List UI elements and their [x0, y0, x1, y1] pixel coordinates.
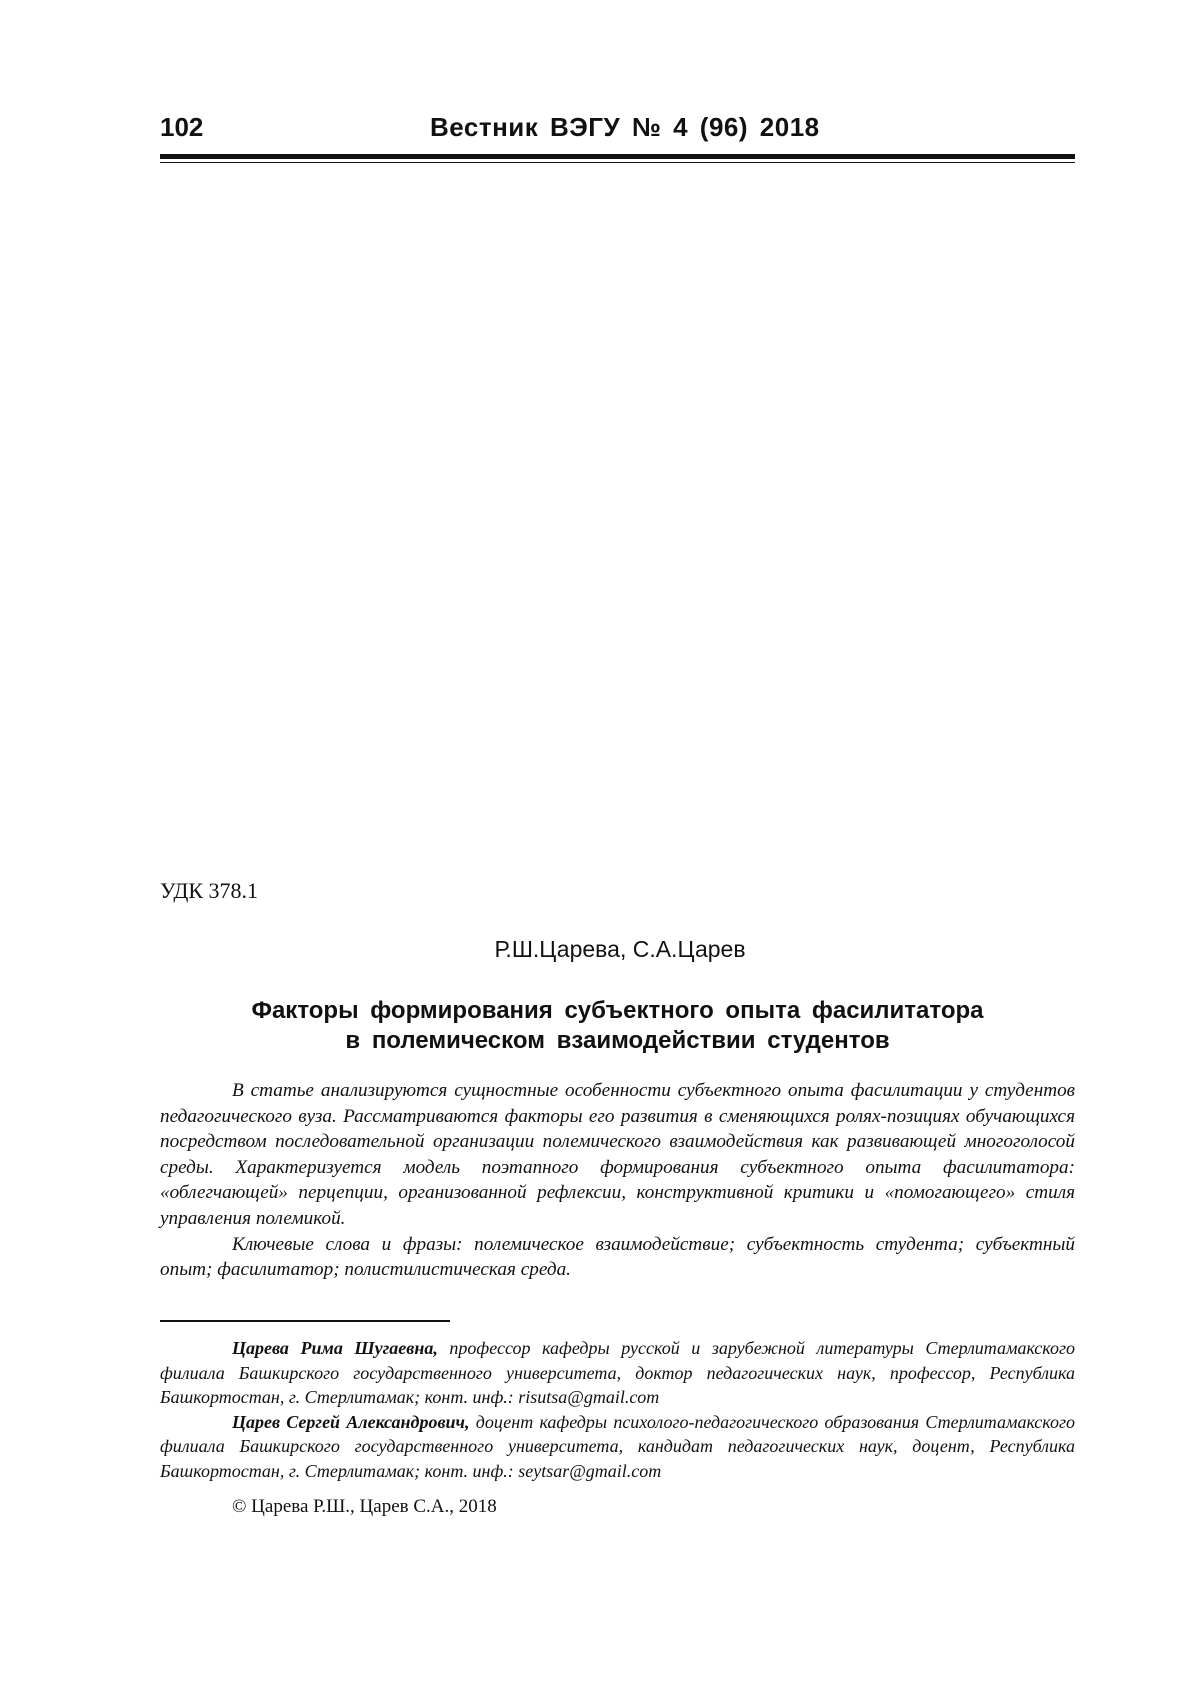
page-number: 102: [160, 112, 204, 142]
article-title-line-2: в полемическом взаимодействии студентов: [345, 1027, 890, 1054]
footnote-author-1: [160, 1336, 1075, 1410]
footnote-author-1-name: Царева Рима Шугаевна,: [232, 1338, 438, 1358]
abstract: [160, 1078, 1075, 1283]
header-rule-thin: [160, 162, 1075, 163]
keywords: Ключевые слова и фразы: полемическое взаимодействие; субъектность студента; субъектный опыт; фасилитатор; полистилистическая среда.: [160, 1233, 1075, 1281]
udk-code: УДК 378.1: [160, 878, 259, 903]
footnote-author-2-name: Царев Сергей Александрович,: [232, 1411, 470, 1432]
running-header: [160, 112, 1075, 144]
footnote-author-2-text: доцент кафедры психолого-педагогического образования Стерлитамакского филиала Башкирского государственного университета, кандидат педагогических наук, доцент, Республика Башкортостан, г. Стерлитамак; конт. инф.: seytsar@gmail.com: [160, 1411, 1075, 1481]
copyright-notice: © Царева Р.Ш., Царев С.А., 2018: [232, 1496, 497, 1517]
article-title: [160, 996, 1075, 1056]
abstract-text: В статье анализируются сущностные особенности субъектного опыта фасилитации у студентов педагогического вуза. Рассматриваются факторы его развития в сменяющихся ролях-позициях обучающихся посредством последовательной организации полемического взаимодействия как развивающей многоголосой среды. Характеризуется модель поэтапного формирования субъектного опыта фасилитатора: «облегчающей» перцепции, организованной рефлексии, конструктивной критики и «помогающего» стиля управления полемикой.: [160, 1080, 1075, 1229]
header-rule-thick: [160, 154, 1075, 159]
footnote-author-2: [160, 1410, 1075, 1484]
journal-title: Вестник ВЭГУ № 4 (96) 2018: [430, 112, 820, 142]
footnote-author-1-text: профессор кафедры русской и зарубежной литературы Стерлитамакского филиала Башкирского государственного университета, доктор педагогических наук, профессор, Республика Башкортостан, г. Стерлитамак; конт. инф.: risutsa@gmail.com: [160, 1338, 1075, 1407]
article-authors: Р.Ш.Царева, С.А.Царев: [494, 936, 746, 962]
footnote-separator: [160, 1320, 450, 1322]
author-footnotes: [160, 1336, 1075, 1483]
article-title-line-1: Факторы формирования субъектного опыта фасилитатора: [251, 997, 984, 1024]
